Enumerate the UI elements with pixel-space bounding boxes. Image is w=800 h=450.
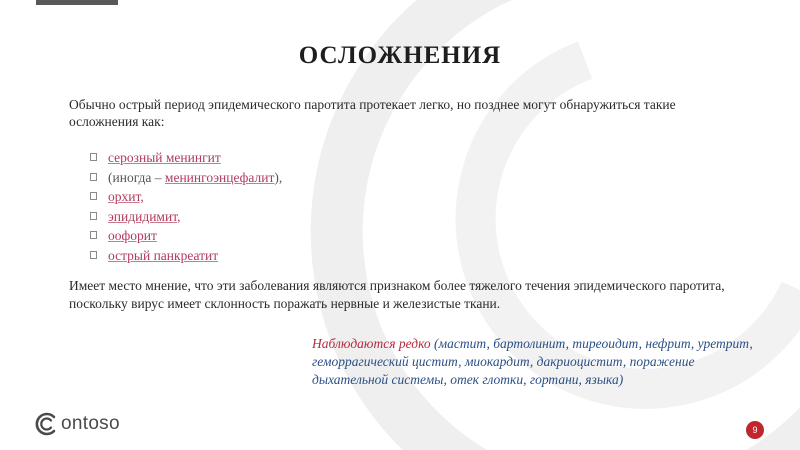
logo-text: ontoso xyxy=(61,413,120,434)
list-item xyxy=(90,148,282,168)
list-item xyxy=(90,246,282,266)
complications-list xyxy=(90,148,282,265)
list-item-suffix: ), xyxy=(274,169,283,185)
bullet-box-icon xyxy=(90,212,97,220)
list-item xyxy=(90,187,282,207)
list-item-link[interactable]: серозный менингит xyxy=(108,150,221,165)
bullet-box-icon xyxy=(90,153,97,161)
list-item-link[interactable]: эпидидимит, xyxy=(108,208,181,224)
bullet-box-icon xyxy=(90,173,97,181)
bullet-box-icon xyxy=(90,231,97,239)
rare-lead-text: Наблюдаются редко xyxy=(312,336,431,351)
slide-title: ОСЛОЖНЕНИЯ xyxy=(298,42,502,69)
list-item-link[interactable]: менингоэнцефалит xyxy=(164,169,275,185)
list-item-prefix: (иногда – xyxy=(108,169,165,185)
rare-complications-paragraph xyxy=(312,335,772,389)
list-item-link[interactable]: острый панкреатит xyxy=(108,247,219,263)
contoso-logo xyxy=(34,410,120,438)
note-paragraph: Имеет место мнение, что эти заболевания являются признаком более тяжелого течения эпидемического паротита, поскольку вирус имеет склонность поражать нервные и железистые ткани. xyxy=(69,278,725,311)
list-item xyxy=(90,207,282,227)
rare-list-text: (мастит, бартолинит, тиреоидит, нефрит, уретрит, геморрагический цистит, миокардит, дакриоцистит, поражение дыхательной системы, отек глотки, гортани, языка) xyxy=(312,336,753,387)
list-item-link[interactable]: орхит, xyxy=(108,189,144,204)
intro-paragraph: Обычно острый период эпидемического паротита протекает легко, но позднее могут обнаружиться такие осложнения как: xyxy=(69,97,676,129)
list-item-link[interactable]: оофорит xyxy=(108,228,157,243)
page-number-badge: 9 xyxy=(746,421,764,439)
bullet-box-icon xyxy=(90,192,97,200)
list-item xyxy=(90,168,282,188)
bullet-box-icon xyxy=(90,251,97,259)
list-item xyxy=(90,226,282,246)
contoso-c-logo-icon xyxy=(34,411,60,437)
